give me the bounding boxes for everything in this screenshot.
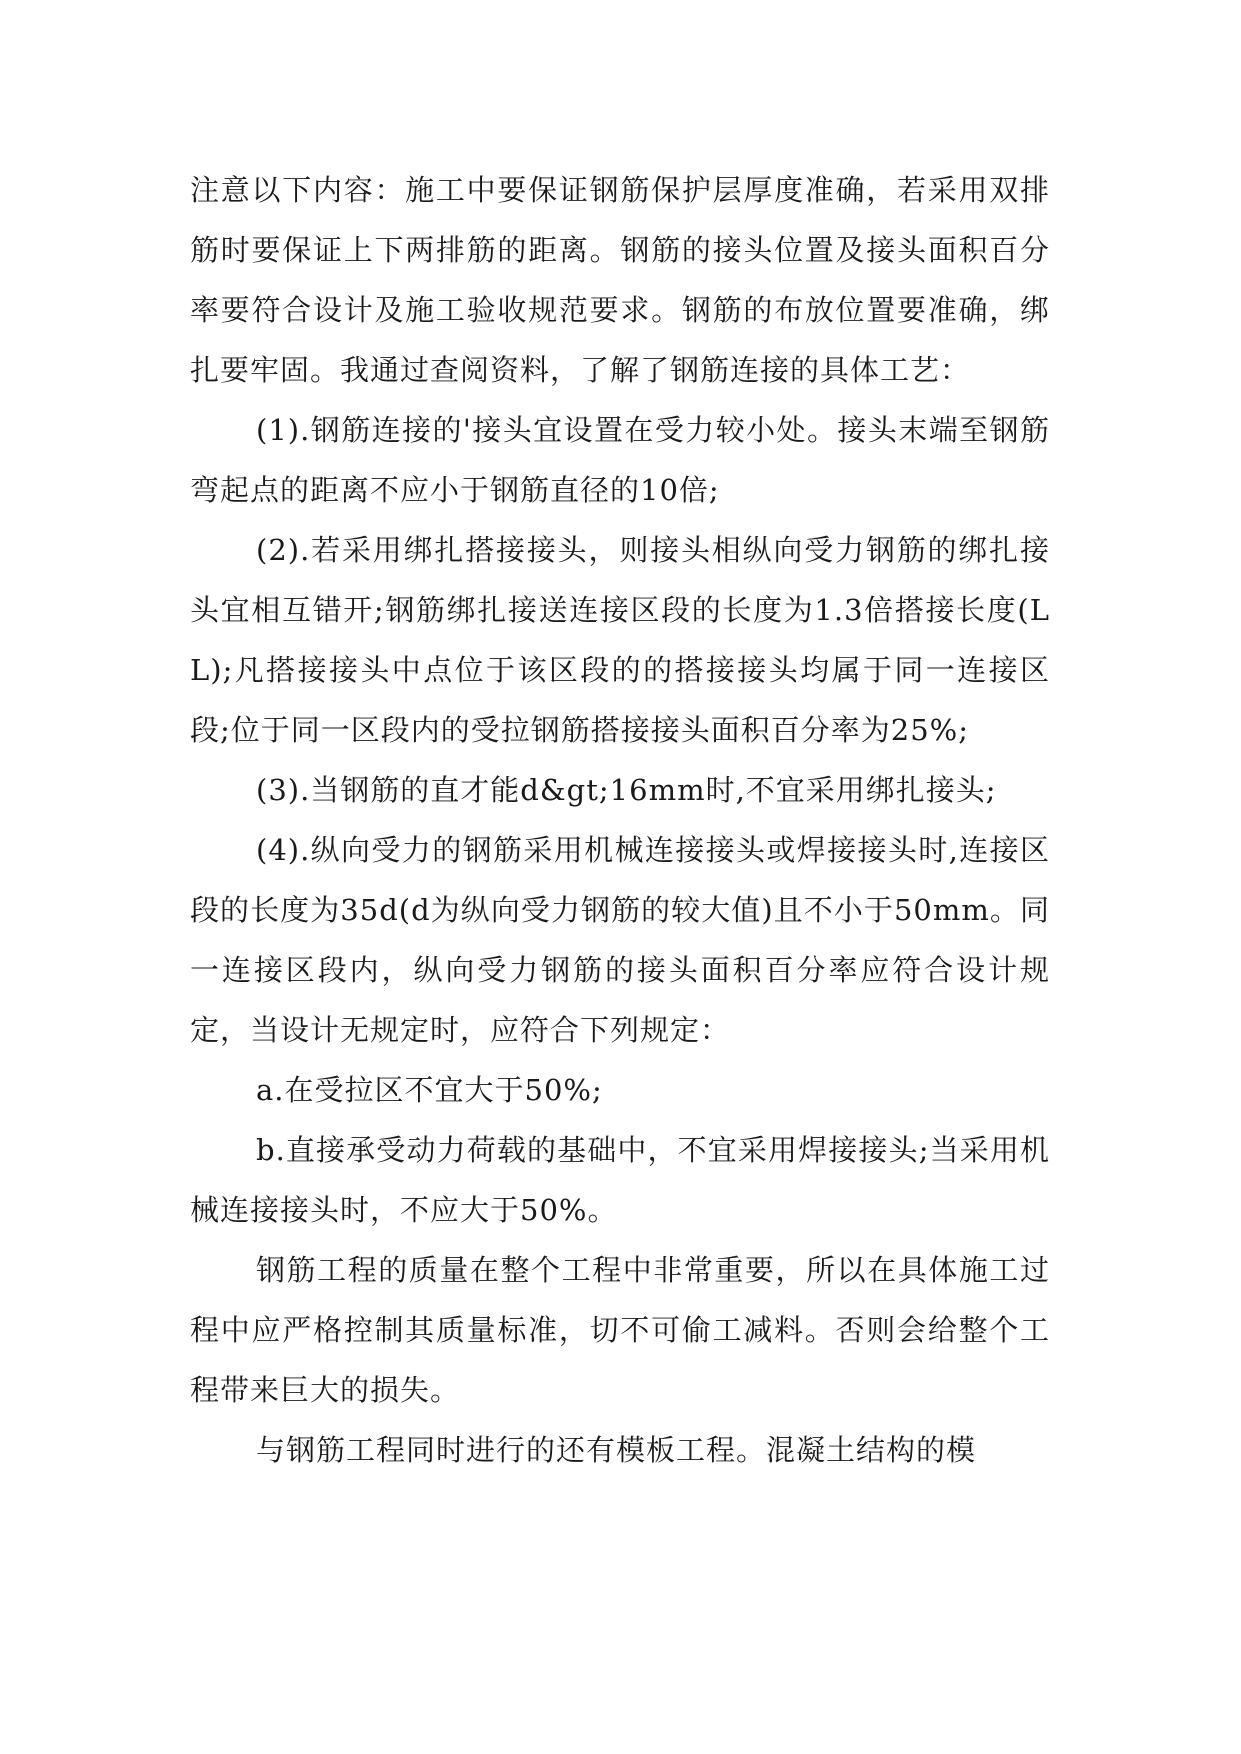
paragraph-item-1: (1).钢筋连接的'接头宜设置在受力较小处。接头末端至钢筋弯起点的距离不应小于钢筋直径的10倍; [190,413,1050,507]
paragraph-item-4: (4).纵向受力的钢筋采用机械连接接头或焊接接头时,连接区段的长度为35d(d为纵向受力钢筋的较大值)且不小于50mm。同一连接区段内，纵向受力钢筋的接头面积百分率应符合设计规定，当设计无规定时，应符合下列规定： [190,833,1050,1047]
paragraph-intro: 注意以下内容：施工中要保证钢筋保护层厚度准确，若采用双排筋时要保证上下两排筋的距离。钢筋的接头位置及接头面积百分率要符合设计及施工验收规范要求。钢筋的布放位置要准确，绑扎要牢固。我通过查阅资料，了解了钢筋连接的具体工艺： [190,173,1050,387]
paragraph-item-2: (2).若采用绑扎搭接接头，则接头相纵向受力钢筋的绑扎接头宜相互错开;钢筋绑扎接送连接区段的长度为1.3倍搭接长度(LL);凡搭接接头中点位于该区段的的搭接接头均属于同一连接区段;位于同一区段内的受拉钢筋搭接接头面积百分率为25%; [190,533,1050,747]
document-body [190,160,1050,1480]
paragraph-sub-b: b.直接承受动力荷载的基础中，不宜采用焊接接头;当采用机械连接接头时，不应大于50%。 [190,1133,1050,1227]
paragraph-item-3: (3).当钢筋的直才能d&gt;16mm时,不宜采用绑扎接头; [256,773,997,807]
paragraph-quality: 钢筋工程的质量在整个工程中非常重要，所以在具体施工过程中应严格控制其质量标准，切不可偷工减料。否则会给整个工程带来巨大的损失。 [190,1253,1050,1407]
paragraph-sub-a: a.在受拉区不宜大于50%; [256,1073,603,1107]
paragraph-formwork: 与钢筋工程同时进行的还有模板工程。混凝土结构的模 [256,1433,977,1467]
